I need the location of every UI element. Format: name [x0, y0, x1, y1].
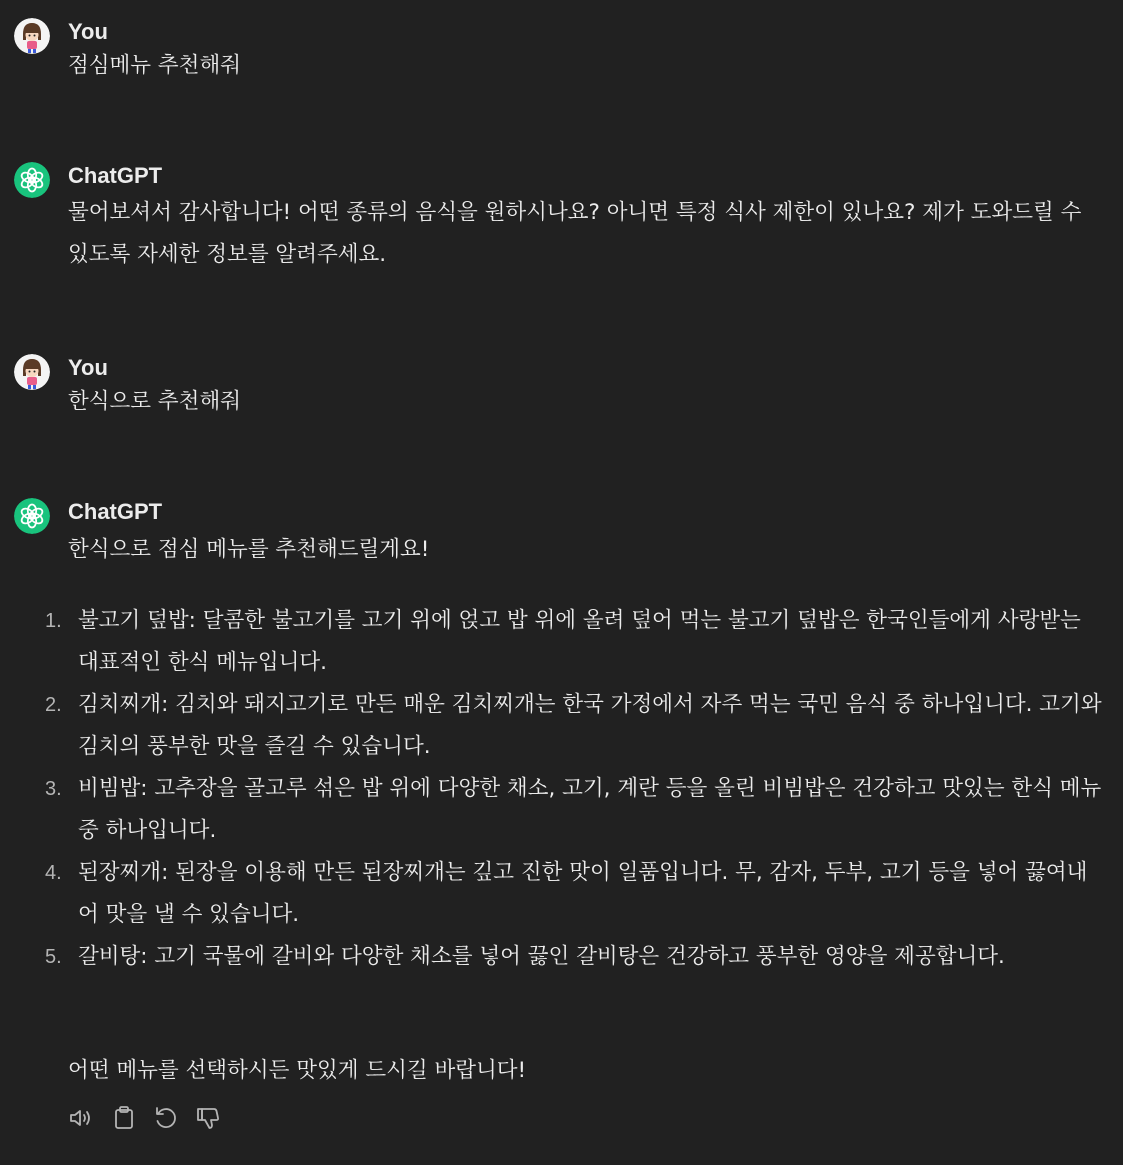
list-item-text: 된장찌개: 된장을 이용해 만든 된장찌개는 깊고 진한 맛이 일품입니다. 무, 감자, 두부, 고기 등을 넣어 끓여내어 맛을 낼 수 있습니다. — [78, 860, 1088, 927]
speaker-icon[interactable] — [68, 1104, 96, 1132]
user-avatar — [14, 18, 50, 54]
list-item-text: 불고기 덮밥: 달콤한 불고기를 고기 위에 얹고 밥 위에 올려 덮어 먹는 불고기 덮밥은 한국인들에게 사랑받는 대표적인 한식 메뉴입니다. — [78, 608, 1081, 675]
message-outro: 어떤 메뉴를 선택하시든 맛있게 드시길 바랍니다! — [68, 1058, 527, 1083]
user-avatar — [14, 354, 50, 390]
regenerate-icon[interactable] — [152, 1104, 180, 1132]
list-item — [0, 768, 1108, 852]
list-item-text: 갈비탕: 고기 국물에 갈비와 다양한 채소를 넣어 끓인 갈비탕은 건강하고 풍부한 영양을 제공합니다. — [78, 944, 1005, 969]
list-item — [0, 852, 1108, 936]
author-name: You — [68, 355, 108, 380]
message-text: 물어보셔서 감사합니다! 어떤 종류의 음식을 원하시나요? 아니면 특정 식사 제한이 있나요? 제가 도와드릴 수 있도록 자세한 정보를 알려주세요. — [68, 200, 1082, 267]
list-number: 3. — [45, 778, 62, 800]
message-text: 한식으로 추천해줘 — [68, 389, 241, 414]
list-item-text: 비빔밥: 고추장을 골고루 섞은 밥 위에 다양한 채소, 고기, 계란 등을 올린 비빔밥은 건강하고 맛있는 한식 메뉴 중 하나입니다. — [78, 776, 1102, 843]
list-item — [0, 684, 1108, 768]
message-text: 점심메뉴 추천해줘 — [68, 53, 241, 78]
author-name: ChatGPT — [68, 163, 163, 188]
list-number: 1. — [45, 610, 62, 632]
list-number: 5. — [45, 946, 62, 968]
author-name: ChatGPT — [68, 499, 163, 524]
list-item-text: 김치찌개: 김치와 돼지고기로 만든 매운 김치찌개는 한국 가정에서 자주 먹는 국민 음식 중 하나입니다. 고기와 김치의 풍부한 맛을 즐길 수 있습니다. — [78, 692, 1102, 759]
list-item — [0, 600, 1108, 684]
message-intro: 한식으로 점심 메뉴를 추천해드릴게요! — [68, 537, 430, 562]
chatgpt-avatar — [14, 162, 50, 198]
recommendation-list — [0, 600, 1123, 978]
chatgpt-avatar — [14, 498, 50, 534]
list-number: 4. — [45, 862, 62, 884]
author-name: You — [68, 19, 108, 44]
list-item — [0, 936, 1108, 978]
clipboard-icon[interactable] — [110, 1104, 138, 1132]
thumbs-down-icon[interactable] — [194, 1104, 222, 1132]
list-number: 2. — [45, 694, 62, 716]
